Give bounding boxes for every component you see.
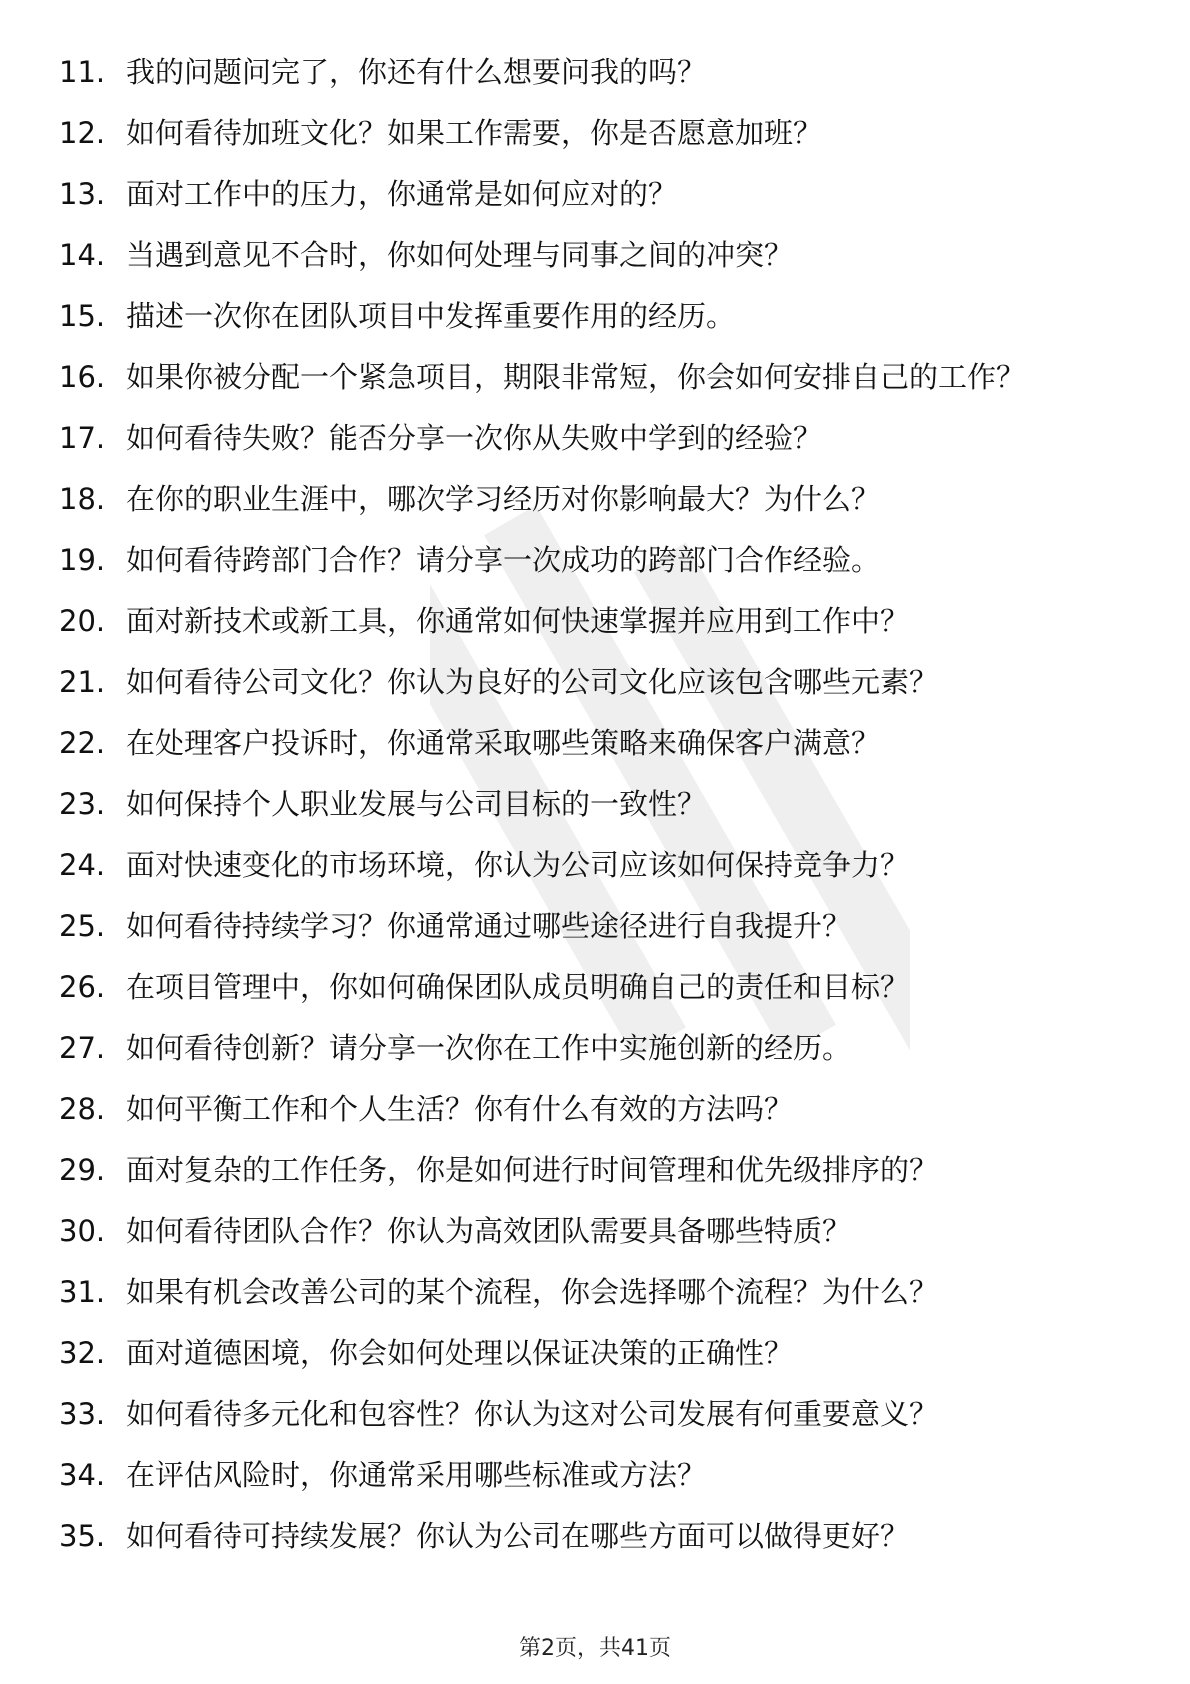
question-number: 34. [59, 1458, 106, 1492]
question-text: 如果有机会改善公司的某个流程，你会选择哪个流程？为什么？ [126, 1275, 939, 1309]
question-item [0, 1211, 1190, 1251]
question-text: 面对新技术或新工具，你通常如何快速掌握并应用到工作中？ [126, 604, 910, 638]
question-text: 如何看待多元化和包容性？你认为这对公司发展有何重要意义？ [126, 1397, 939, 1431]
question-item [0, 113, 1190, 153]
question-text: 在你的职业生涯中，哪次学习经历对你影响最大？为什么？ [126, 482, 881, 516]
question-text: 如何看待创新？请分享一次你在工作中实施创新的经历。 [126, 1031, 852, 1065]
page-number-label: 第2页，共41页 [519, 1636, 671, 1661]
question-number: 11. [59, 55, 106, 89]
question-number: 29. [59, 1153, 106, 1187]
question-item [0, 1028, 1190, 1068]
question-item [0, 967, 1190, 1007]
question-item [0, 1333, 1190, 1373]
question-number: 33. [59, 1397, 106, 1431]
question-number: 20. [59, 604, 106, 638]
question-number: 30. [59, 1214, 106, 1248]
question-text: 如何看待跨部门合作？请分享一次成功的跨部门合作经验。 [126, 543, 881, 577]
question-number: 32. [59, 1336, 106, 1370]
question-item [0, 601, 1190, 641]
question-item [0, 418, 1190, 458]
question-number: 17. [59, 421, 106, 455]
question-text: 如何平衡工作和个人生活？你有什么有效的方法吗？ [126, 1092, 794, 1126]
question-text: 如何看待公司文化？你认为良好的公司文化应该包含哪些元素？ [126, 665, 939, 699]
question-item [0, 1089, 1190, 1129]
question-item [0, 174, 1190, 214]
question-item [0, 540, 1190, 580]
question-item [0, 357, 1190, 397]
question-list [0, 52, 1190, 1577]
question-item [0, 235, 1190, 275]
question-text: 如果你被分配一个紧急项目，期限非常短，你会如何安排自己的工作？ [126, 360, 1026, 394]
question-item [0, 845, 1190, 885]
question-item [0, 906, 1190, 946]
question-number: 13. [59, 177, 106, 211]
page-footer [0, 1634, 1190, 1664]
question-number: 15. [59, 299, 106, 333]
question-number: 21. [59, 665, 106, 699]
question-number: 35. [59, 1519, 106, 1553]
question-text: 描述一次你在团队项目中发挥重要作用的经历。 [126, 299, 736, 333]
question-text: 面对道德困境，你会如何处理以保证决策的正确性？ [126, 1336, 794, 1370]
question-text: 如何看待团队合作？你认为高效团队需要具备哪些特质？ [126, 1214, 852, 1248]
question-text: 在评估风险时，你通常采用哪些标准或方法？ [126, 1458, 707, 1492]
question-number: 12. [59, 116, 106, 150]
question-item [0, 1394, 1190, 1434]
question-text: 我的问题问完了，你还有什么想要问我的吗？ [126, 55, 707, 89]
question-number: 14. [59, 238, 106, 272]
question-text: 面对快速变化的市场环境，你认为公司应该如何保持竞争力？ [126, 848, 910, 882]
question-item [0, 784, 1190, 824]
question-number: 26. [59, 970, 106, 1004]
question-text: 如何看待可持续发展？你认为公司在哪些方面可以做得更好？ [126, 1519, 910, 1553]
question-number: 19. [59, 543, 106, 577]
question-number: 24. [59, 848, 106, 882]
question-item [0, 662, 1190, 702]
question-number: 18. [59, 482, 106, 516]
question-text: 面对复杂的工作任务，你是如何进行时间管理和优先级排序的？ [126, 1153, 939, 1187]
question-number: 25. [59, 909, 106, 943]
question-text: 面对工作中的压力，你通常是如何应对的？ [126, 177, 678, 211]
question-number: 27. [59, 1031, 106, 1065]
question-number: 23. [59, 787, 106, 821]
question-text: 如何看待失败？能否分享一次你从失败中学到的经验？ [126, 421, 823, 455]
question-item [0, 296, 1190, 336]
question-item [0, 1272, 1190, 1312]
question-text: 在处理客户投诉时，你通常采取哪些策略来确保客户满意？ [126, 726, 881, 760]
question-item [0, 723, 1190, 763]
question-item [0, 52, 1190, 92]
question-number: 31. [59, 1275, 106, 1309]
question-number: 28. [59, 1092, 106, 1126]
question-text: 如何保持个人职业发展与公司目标的一致性？ [126, 787, 707, 821]
question-text: 当遇到意见不合时，你如何处理与同事之间的冲突？ [126, 238, 794, 272]
question-number: 22. [59, 726, 106, 760]
question-item [0, 1516, 1190, 1556]
question-number: 16. [59, 360, 106, 394]
question-item [0, 1150, 1190, 1190]
question-text: 在项目管理中，你如何确保团队成员明确自己的责任和目标？ [126, 970, 910, 1004]
question-item [0, 479, 1190, 519]
question-text: 如何看待持续学习？你通常通过哪些途径进行自我提升？ [126, 909, 852, 943]
question-text: 如何看待加班文化？如果工作需要，你是否愿意加班？ [126, 116, 823, 150]
question-item [0, 1455, 1190, 1495]
